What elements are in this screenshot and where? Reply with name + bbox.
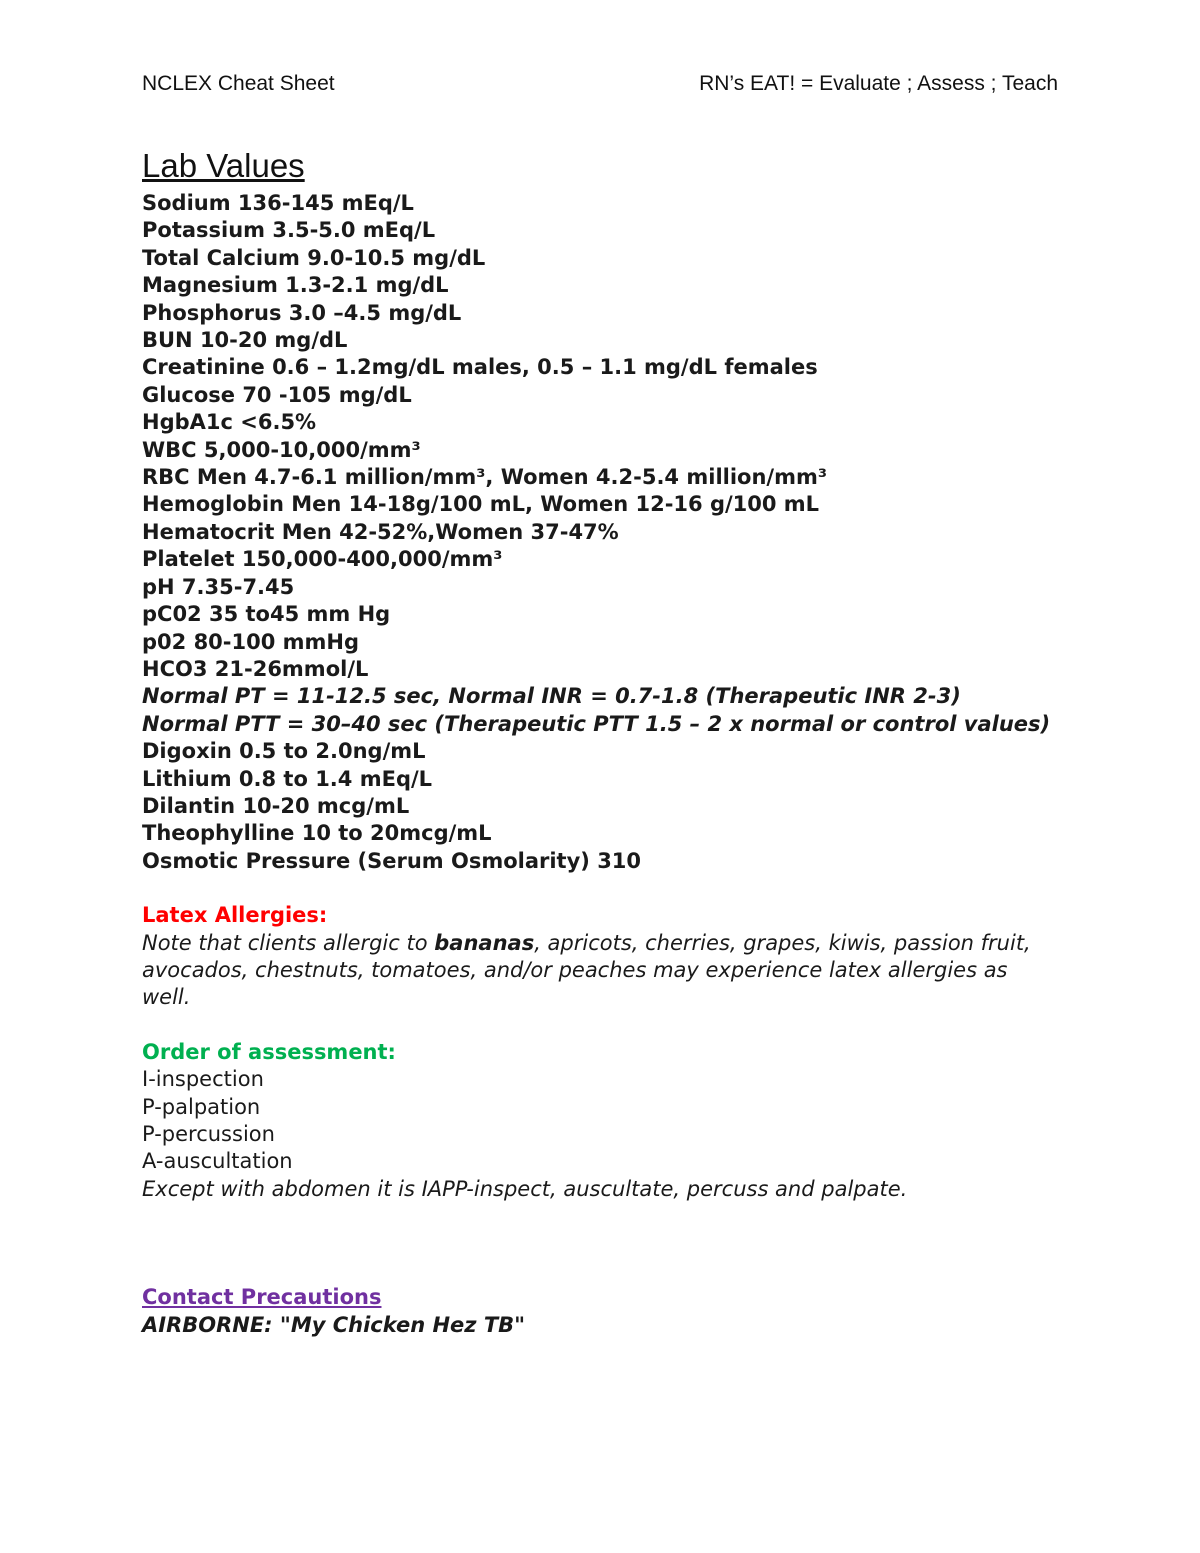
assessment-step: A-auscultation: [142, 1149, 293, 1174]
lab-value-item: pH 7.35-7.45: [142, 574, 295, 599]
lab-value-item: Potassium 3.5-5.0 mEq/L: [142, 218, 436, 243]
lab-value-item: RBC Men 4.7-6.1 million/mm³, Women 4.2-5.4 million/mm³: [142, 465, 828, 490]
assessment-heading: Order of assessment:: [142, 1039, 396, 1064]
lab-value-item: Theophylline 10 to 20mcg/mL: [142, 821, 492, 846]
latex-text-post: , apricots, cherries, grapes, kiwis, passion fruit, avocados, chestnuts, tomatoes, and/or peaches may experience latex allergies as well.: [142, 930, 1031, 1010]
assessment-step: P-percussion: [142, 1122, 275, 1146]
lab-values-title: Lab Values: [142, 147, 305, 184]
lab-value-item: BUN 10-20 mg/dL: [142, 328, 348, 353]
lab-value-item: Normal PTT = 30–40 sec (Therapeutic PTT 1.5 – 2 x normal or control values): [142, 711, 1051, 736]
lab-value-item: Total Calcium 9.0-10.5 mg/dL: [142, 245, 486, 270]
lab-value-item: Glucose 70 -105 mg/dL: [142, 382, 412, 407]
airborne-mnemonic: AIRBORNE: "My Chicken Hez TB": [142, 1312, 526, 1337]
lab-values-list: [142, 190, 1058, 875]
assessment-step: P-palpation: [142, 1094, 261, 1119]
lab-value-item: pC02 35 to45 mm Hg: [142, 602, 391, 627]
lab-value-item: HCO3 21-26mmol/L: [142, 656, 369, 681]
lab-value-item: Osmotic Pressure (Serum Osmolarity) 310: [142, 848, 642, 873]
latex-allergies-text: [142, 930, 1058, 1012]
lab-value-item: WBC 5,000-10,000/mm³: [142, 437, 421, 462]
lab-value-item: Lithium 0.8 to 1.4 mEq/L: [142, 766, 433, 791]
lab-value-item: Sodium 136-145 mEq/L: [142, 191, 414, 215]
header-mnemonic: RN’s EAT! = Evaluate ; Assess ; Teach: [699, 72, 1058, 95]
latex-text-bananas: bananas: [434, 930, 535, 955]
lab-value-item: Digoxin 0.5 to 2.0ng/mL: [142, 739, 426, 764]
document-body: [142, 146, 1058, 1339]
lab-value-item: Phosphorus 3.0 –4.5 mg/dL: [142, 300, 462, 325]
lab-value-item: Hemoglobin Men 14-18g/100 mL, Women 12-16 g/100 mL: [142, 492, 820, 517]
lab-value-item: Creatinine 0.6 – 1.2mg/dL males, 0.5 – 1.1 mg/dL females: [142, 355, 818, 380]
assessment-note: Except with abdomen it is IAPP-inspect, auscultate, percuss and palpate.: [142, 1176, 908, 1201]
lab-value-item: Normal PT = 11-12.5 sec, Normal INR = 0.7-1.8 (Therapeutic INR 2-3): [142, 684, 961, 709]
latex-text-pre: Note that clients allergic to: [142, 930, 435, 955]
assessment-step: I-inspection: [142, 1067, 264, 1092]
lab-value-item: Platelet 150,000-400,000/mm³: [142, 547, 503, 572]
latex-allergies-heading: Latex Allergies:: [142, 903, 328, 928]
contact-precautions-heading: Contact Precautions: [142, 1285, 382, 1310]
lab-value-item: Dilantin 10-20 mcg/mL: [142, 793, 410, 818]
header-title: NCLEX Cheat Sheet: [142, 72, 335, 95]
lab-value-item: Magnesium 1.3-2.1 mg/dL: [142, 273, 449, 298]
lab-value-item: HgbA1c <6.5%: [142, 410, 317, 435]
lab-value-item: Hematocrit Men 42-52%,Women 37-47%: [142, 519, 619, 544]
lab-value-item: p02 80-100 mmHg: [142, 629, 360, 654]
